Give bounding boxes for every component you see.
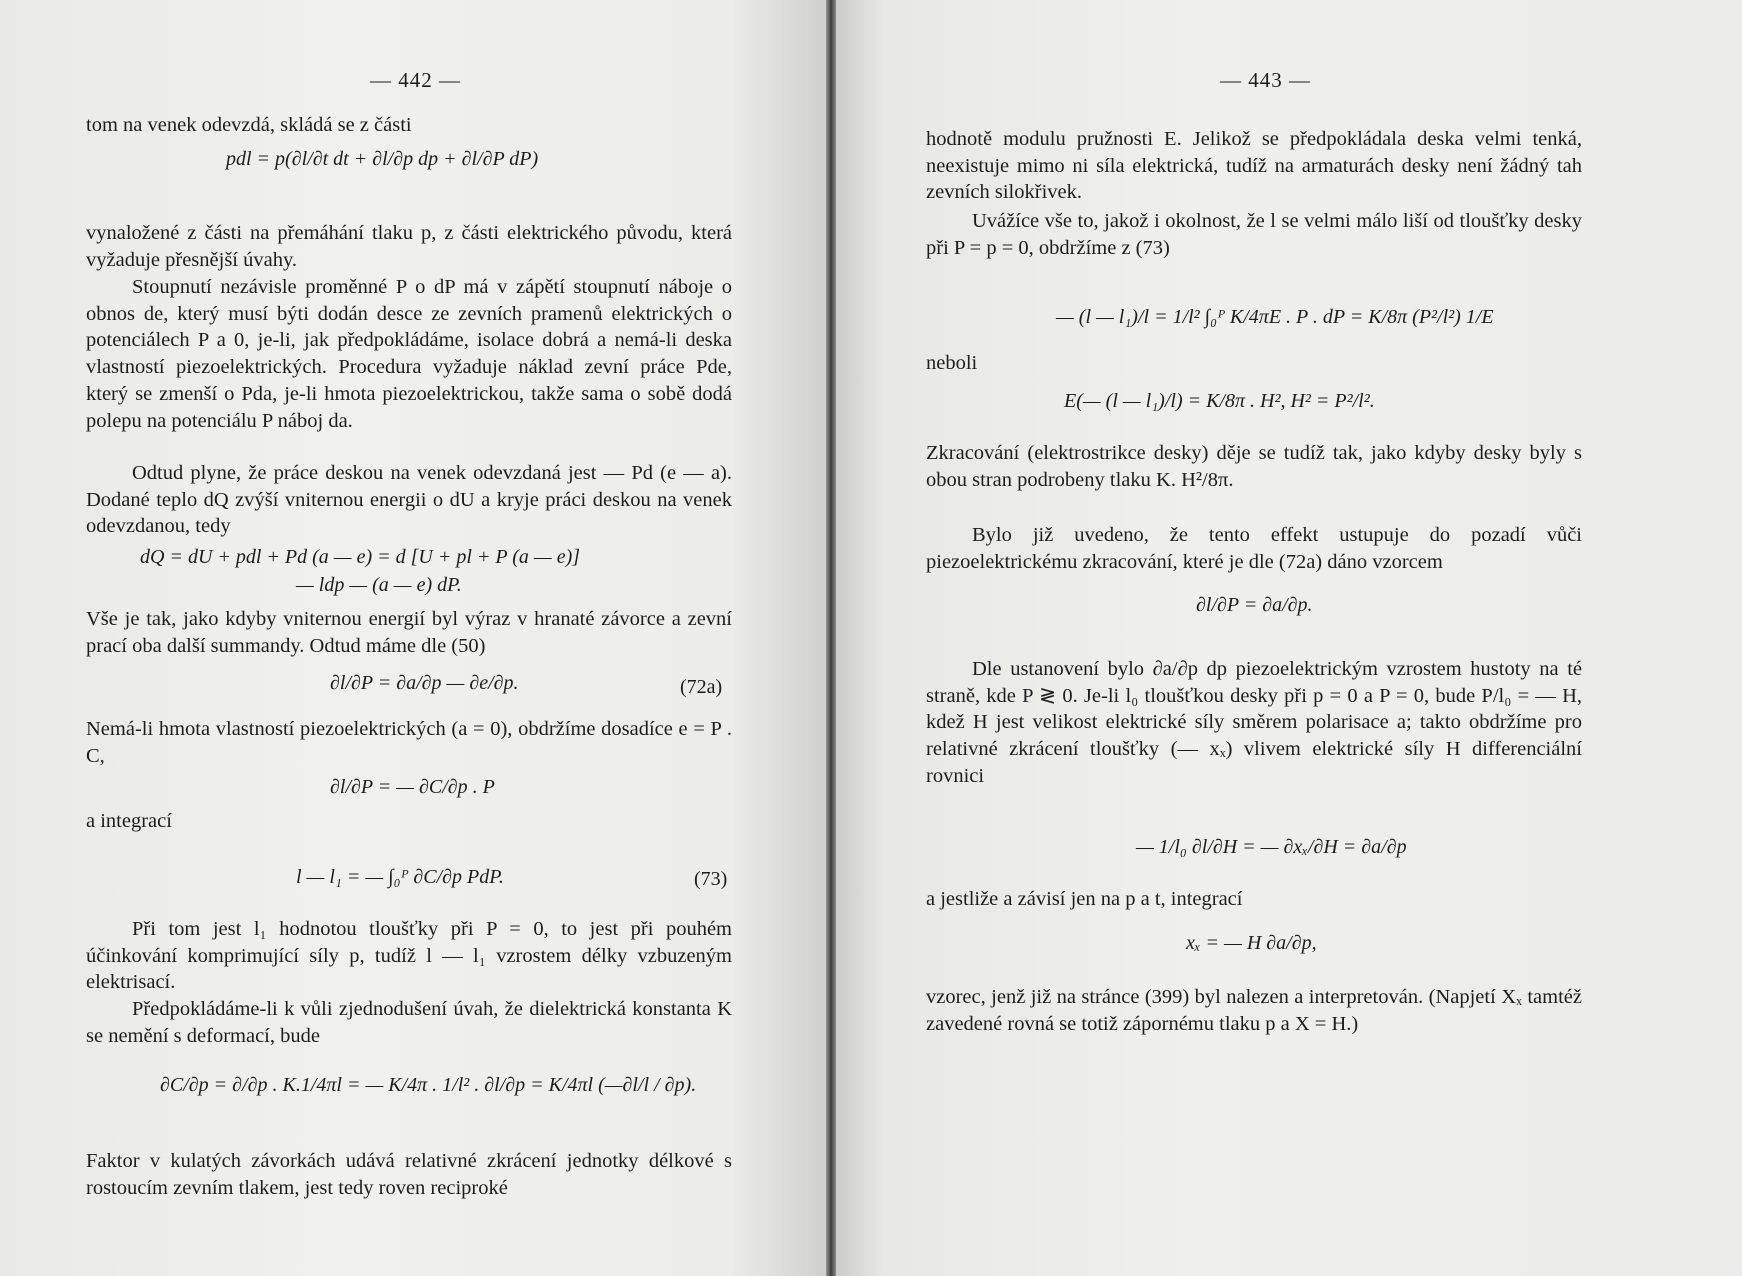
equation: ∂l/∂P = ∂a/∂p. bbox=[1196, 594, 1313, 616]
equation-number: (73) bbox=[694, 868, 728, 890]
equation: ∂C/∂p = ∂/∂p . K.1/4πl = — K/4π . 1/l² . ∂l/∂p = K/4πl (—∂l/l / ∂p). bbox=[160, 1074, 697, 1096]
paragraph bbox=[86, 606, 732, 659]
paragraph-text: Odtud plyne, že práce deskou na venek odevzdaná jest — Pd (e — a). Dodané teplo dQ zvýší vniternou energii o dU a kryje práci deskou na venek odevzdanou, tedy bbox=[86, 462, 732, 538]
equation: dQ = dU + pdl + Pd (a — e) = d [U + pl + P (a — e)] bbox=[140, 546, 581, 568]
right-page bbox=[830, 0, 1742, 1276]
paragraph-text: Uvážíce vše to, jakož i okolnost, že l se velmi málo liší od tloušťky desky při P = p = 0, obdržíme z (73) bbox=[926, 210, 1582, 259]
paragraph bbox=[926, 522, 1582, 575]
paragraph bbox=[86, 996, 732, 1049]
paragraph bbox=[86, 220, 732, 273]
equation: xₓ = — H ∂a/∂p, bbox=[1186, 932, 1317, 954]
paragraph bbox=[86, 274, 732, 434]
equation: ∂l/∂P = — ∂C/∂p . P bbox=[330, 776, 495, 798]
paragraph bbox=[86, 716, 732, 769]
equation: ∂l/∂P = ∂a/∂p — ∂e/∂p. bbox=[330, 672, 519, 694]
paragraph-text: Předpokládáme-li k vůli zjednodušení úvah, že dielektrická konstanta K se nemění s deformací, bude bbox=[86, 998, 732, 1047]
equation: l — l₁ = — ∫₀ᴾ ∂C/∂p PdP. bbox=[296, 866, 504, 888]
paragraph-text: Nemá-li hmota vlastností piezoelektrických (a = 0), obdržíme dosadíce e = P . C, bbox=[86, 718, 732, 767]
paragraph-text: vynaložené z části na přemáhání tlaku p, z části elektrického původu, která vyžaduje přesnější úvahy. bbox=[86, 222, 732, 271]
paragraph-text: Zkracování (elektrostrikce desky) děje se tudíž tak, jako kdyby desky byly s obou stran podrobeny tlaku K. H²/8π. bbox=[926, 442, 1582, 491]
paragraph bbox=[926, 656, 1582, 790]
paragraph-text: Stoupnutí nezávisle proměnné P o dP má v zápětí stoupnutí náboje o obnos de, který musí býti dodán desce ze zevních pramenů elektrických o potenciálech P a 0, je-li, jak předpokládáme, isolace dobrá a nemá-li deska vlastností piezoelektrických. Procedura vyžaduje náklad zevní práce Pde, který se zmenší o Pda, je-li hmota piezoelektrickou, takže sama o sobě dodá polepu na potenciálu P náboj da. bbox=[86, 276, 732, 432]
paragraph bbox=[926, 208, 1582, 261]
paragraph-text: Faktor v kulatých závorkách udává relativné zkrácení jednotky délkové s rostoucím zevním tlakem, jest tedy roven reciproké bbox=[86, 1150, 732, 1199]
paragraph bbox=[86, 916, 732, 996]
paragraph bbox=[86, 1148, 732, 1201]
page-number: — 442 — bbox=[370, 68, 461, 92]
paragraph-text: Bylo již uvedeno, že tento effekt ustupuje do pozadí vůči piezoelektrickému zkracování, které je dle (72a) dáno vzorcem bbox=[926, 524, 1582, 573]
paragraph-text: a jestliže a závisí jen na p a t, integrací bbox=[926, 888, 1243, 910]
equation: — ldp — (a — e) dP. bbox=[296, 574, 462, 596]
paragraph-text: vzorec, jenž již na stránce (399) byl nalezen a interpretován. (Napjetí Xₓ tamtéž zavedené rovná se totiž zápornému tlaku p a X = H.) bbox=[926, 986, 1582, 1035]
equation: E(— (l — l₁)/l) = K/8π . H², H² = P²/l². bbox=[1064, 390, 1375, 412]
paragraph-text: a integrací bbox=[86, 810, 172, 832]
paragraph bbox=[86, 808, 732, 835]
equation: — 1/l₀ ∂l/∂H = — ∂xₓ/∂H = ∂a/∂p bbox=[1136, 836, 1407, 858]
paragraph bbox=[926, 440, 1582, 493]
paragraph-text: Při tom jest l₁ hodnotou tloušťky při P = 0, to jest při pouhém účinkování komprimující síly p, tudíž l — l₁ vzrostem délky vzbuzeným elektrisací. bbox=[86, 918, 732, 994]
paragraph bbox=[926, 350, 1582, 377]
equation: — (l — l₁)/l = 1/l² ∫₀ᴾ K/4πE . P . dP = K/8π (P²/l²) 1/E bbox=[1056, 306, 1494, 328]
paragraph-text: hodnotě modulu pružnosti E. Jelikož se předpokládala deska velmi tenká, neexistuje mimo ni síla elektrická, tudíž na armaturách desky není žádný tah zevních silokřivek. bbox=[926, 128, 1582, 204]
paragraph bbox=[926, 886, 1582, 913]
equation: pdl = p(∂l/∂t dt + ∂l/∂p dp + ∂l/∂P dP) bbox=[226, 148, 539, 170]
book-gutter bbox=[826, 0, 836, 1276]
left-page bbox=[0, 0, 830, 1276]
paragraph bbox=[86, 460, 732, 540]
equation-number: (72a) bbox=[680, 676, 723, 698]
paragraph-text: tom na venek odevzdá, skládá se z části bbox=[86, 114, 412, 136]
page-number: — 443 — bbox=[1220, 68, 1311, 92]
paragraph bbox=[926, 984, 1582, 1037]
paragraph-text: neboli bbox=[926, 352, 978, 374]
paragraph-text: Vše je tak, jako kdyby vniternou energií byl výraz v hranaté závorce a zevní prací oba další summandy. Odtud máme dle (50) bbox=[86, 608, 732, 657]
paragraph-text: Dle ustanovení bylo ∂a/∂p dp piezoelektrickým vzrostem hustoty na té straně, kde P ≷ 0. Je-li l₀ tloušťkou desky při p = 0 a P = 0, bude P/l₀ = — H, kdež H jest velikost elektrické síly směrem polarisace a; takto obdržíme pro relativné zkrácení tloušťky (— xₓ) vlivem elektrické síly H differenciální rovnici bbox=[926, 658, 1582, 787]
paragraph bbox=[86, 112, 732, 139]
paragraph bbox=[926, 126, 1582, 206]
